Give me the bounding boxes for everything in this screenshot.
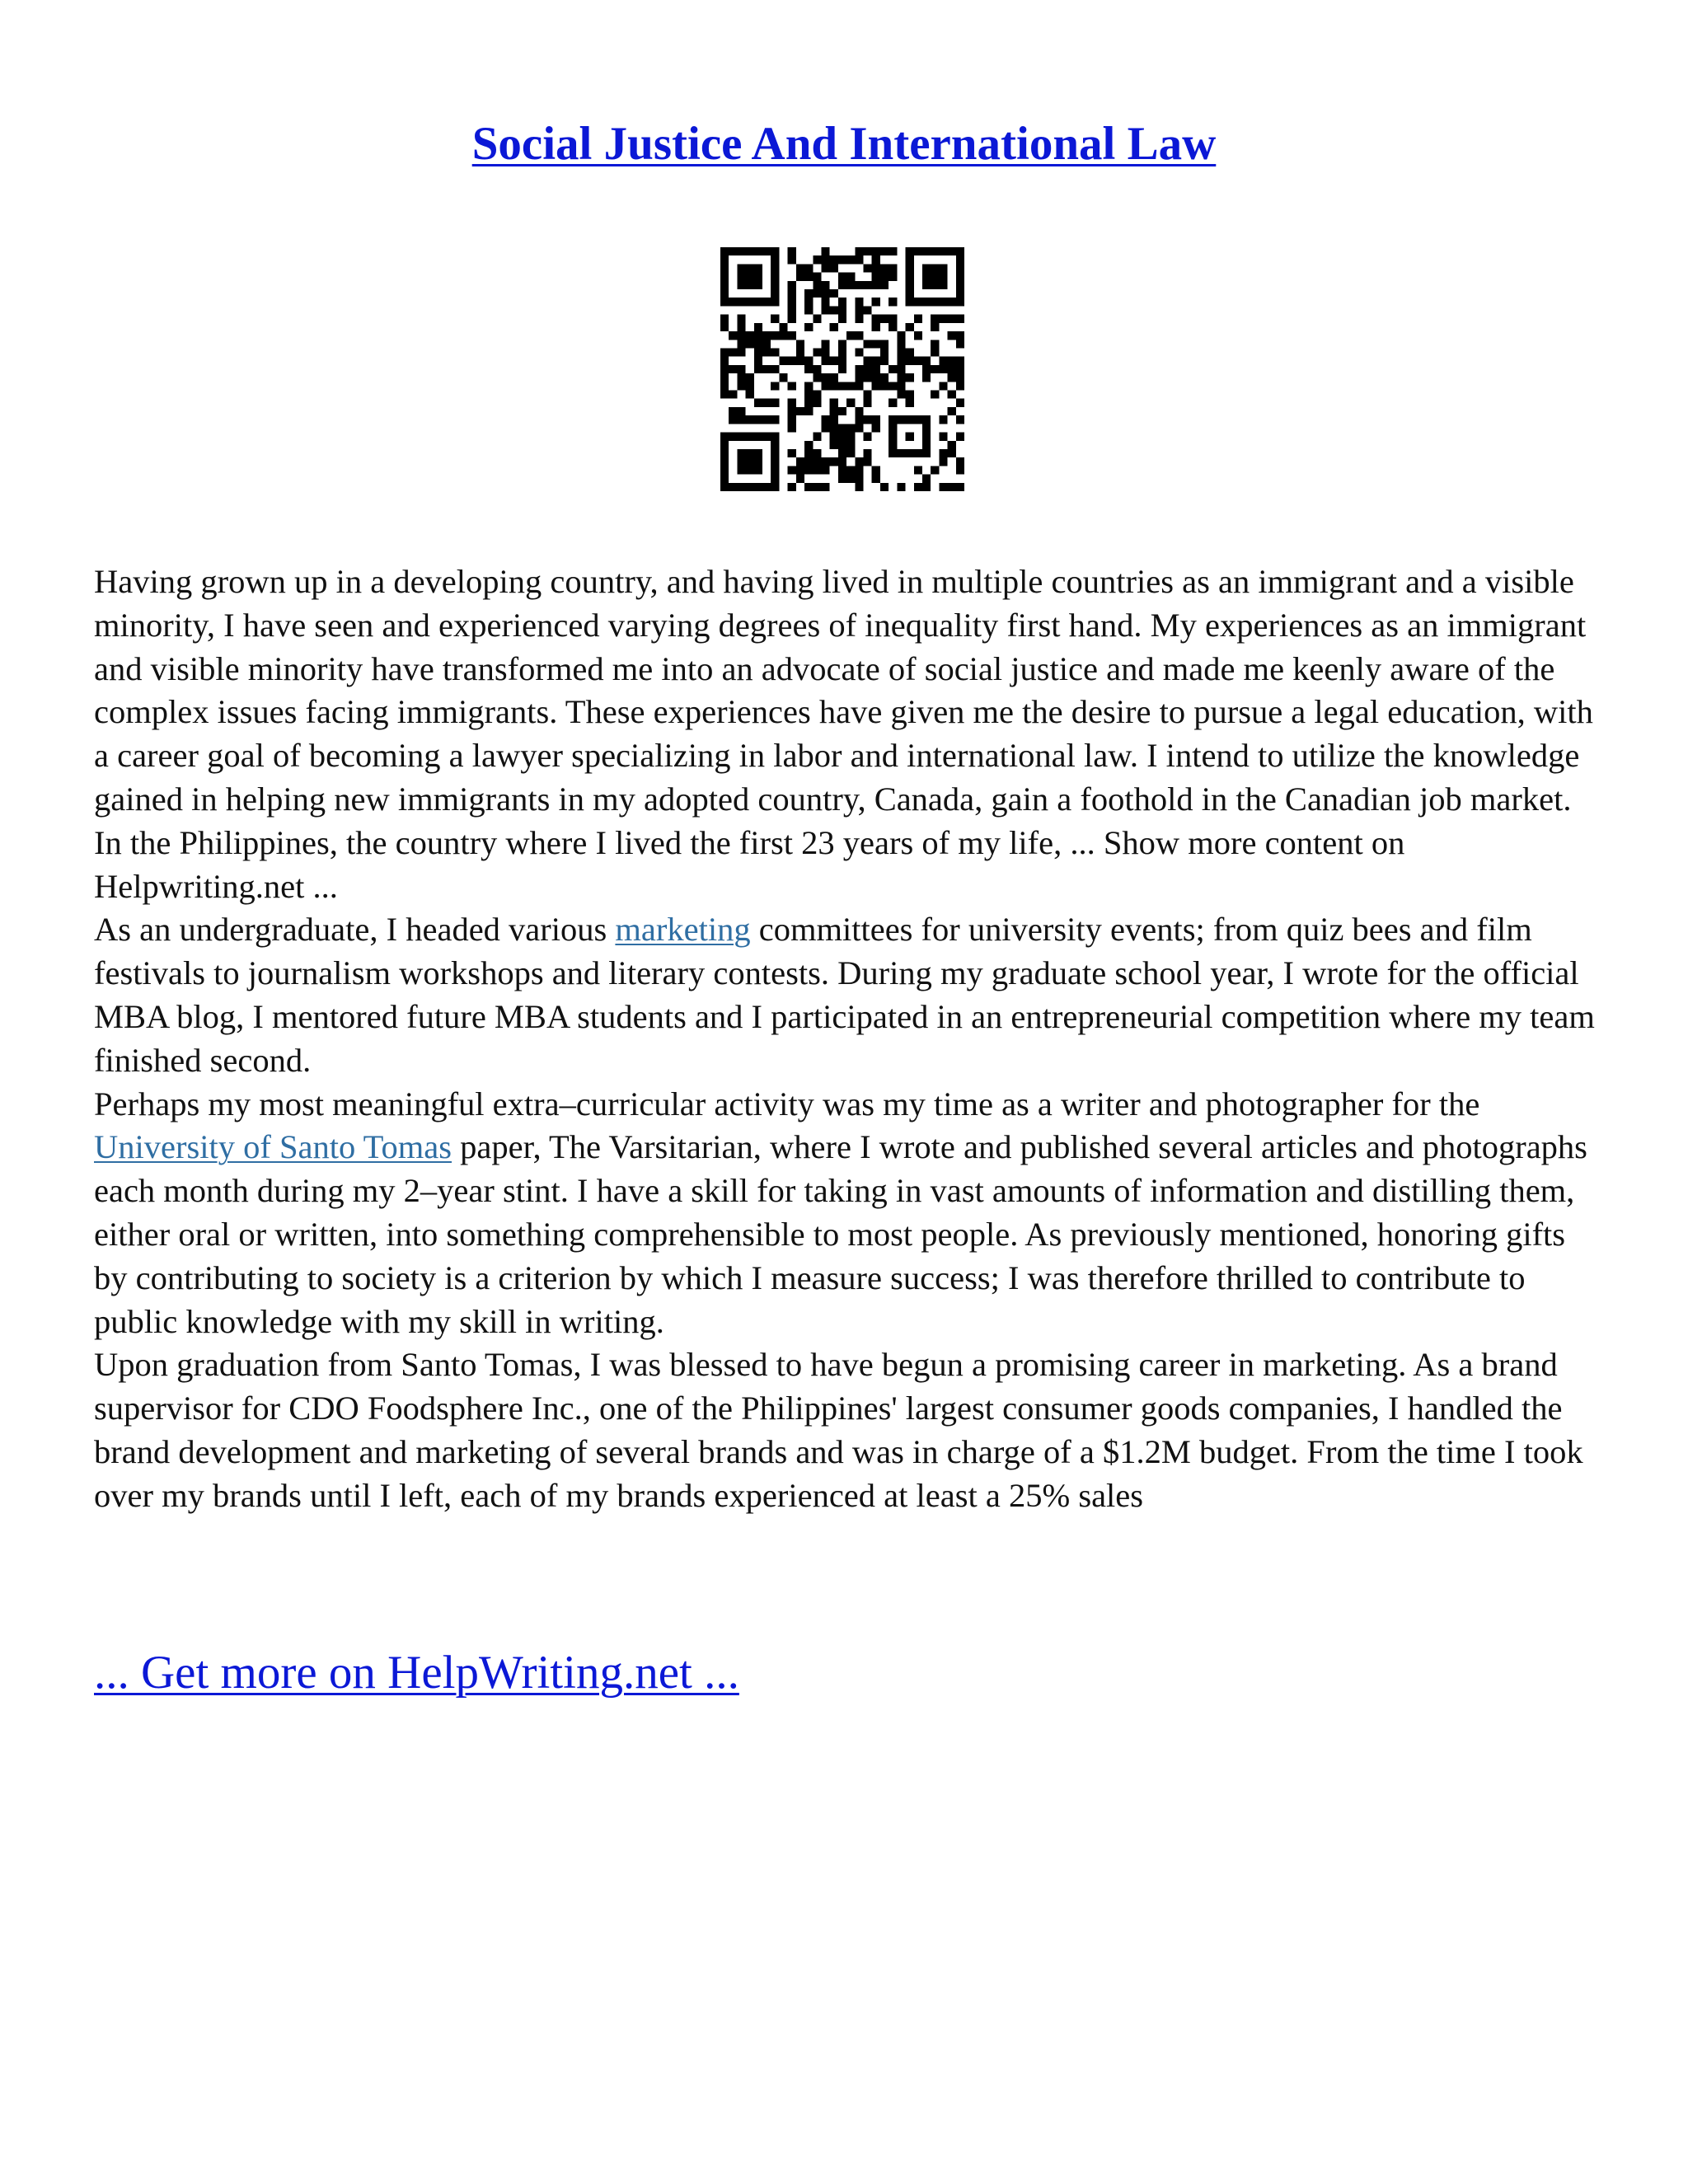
paragraph-text: Perhaps my most meaningful extra–curricular activity was my time as a writer and photographer for the (94, 1085, 1480, 1122)
paragraph-text: committees for university events; from quiz bees and film festivals to journalism workshops and literary contests. During my graduate school year, I wrote for the official MBA blog, I mentored future MBA students and I participated in an entrepreneurial competition where my team finished second. (94, 911, 1595, 1079)
university-link[interactable]: University of Santo Tomas (94, 1128, 452, 1166)
qr-code-icon (720, 247, 964, 491)
article-body (94, 560, 1602, 1518)
page-title (0, 115, 1688, 173)
paragraph-philippines: In the Philippines, the country where I lived the first 23 years of my life, ... Show more content on Helpwriting.net ... (94, 823, 1405, 905)
get-more-link-container (94, 1644, 739, 1702)
get-more-link[interactable]: ... Get more on HelpWriting.net ... (94, 1647, 739, 1699)
paragraph-text: As an undergraduate, I headed various (94, 911, 616, 949)
paragraph-intro: Having grown up in a developing country, and having lived in multiple countries as an immigrant and a visible minority, I have seen and experienced varying degrees of inequality first hand. My experiences as an immigrant and visible minority have transformed me into an advocate of social justice and made me keenly aware of the complex issues facing immigrants. These experiences have given me the desire to pursue a legal education, with a career goal of becoming a lawyer specializing in labor and international law. I intend to utilize the knowledge gained in helping new immigrants in my adopted country, Canada, gain a foothold in the Canadian job market. (94, 563, 1593, 818)
paragraph-extracurricular (94, 1083, 1602, 1344)
paragraph-undergraduate (94, 908, 1602, 1082)
paragraph-career: Upon graduation from Santo Tomas, I was blessed to have begun a promising career in marketing. As a brand supervisor for CDO Foodsphere Inc., one of the Philippines' largest consumer goods companies, I handled the brand development and marketing of several brands and was in charge of a $1.2M budget. From the time I took over my brands until I left, each of my brands experienced at least a 25% sales (94, 1346, 1583, 1514)
paragraph-text: paper, The Varsitarian, where I wrote and published several articles and photographs each month during my 2–year stint. I have a skill for taking in vast amounts of information and distilling them, either oral or written, into something comprehensible to most people. As previously mentioned, honoring gifts by contributing to society is a criterion by which I measure success; I was therefore thrilled to contribute to public knowledge with my skill in writing. (94, 1128, 1587, 1340)
title-link[interactable]: Social Justice And International Law (471, 118, 1217, 170)
marketing-link[interactable]: marketing (615, 911, 751, 949)
